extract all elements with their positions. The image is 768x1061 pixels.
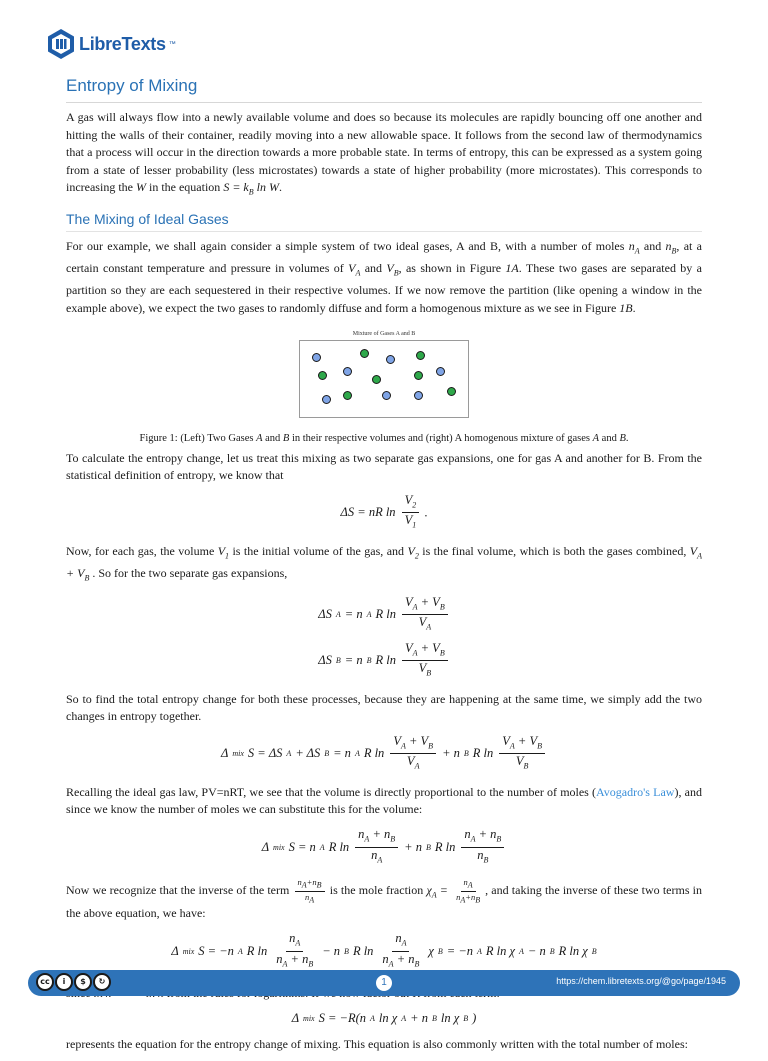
by-icon: i: [55, 973, 73, 991]
p3-text-2: is the initial volume of the gas, and: [232, 543, 405, 558]
mixing-paragraph: [66, 238, 702, 317]
gas-a-molecule: [386, 355, 395, 364]
section-heading: The Mixing of Ideal Gases: [66, 211, 702, 232]
intro-eq-sub: B: [248, 187, 254, 197]
intro-paragraph: [66, 109, 702, 201]
intro-eq: S = k: [223, 180, 249, 195]
mole-fraction-paragraph: Now we recognize that the inverse of the term $\frac{n_A+n_B}{n_A}$ is the mole fraction $\chi_A$ = $\frac{n_A}{n_A+n_B}$ , and taking the inverse of these two terms in the above equation, we have:: [66, 877, 703, 921]
gas-a-molecule: [312, 353, 321, 362]
sa-icon: ↻: [93, 973, 111, 991]
caption-and: and: [265, 432, 281, 444]
p5-text-2: ), and since we know the number of moles we can substitute this for the volume:: [66, 784, 702, 817]
intro-period: .: [278, 180, 282, 195]
gas-b-molecule: [416, 351, 425, 360]
p1-fig-1b: 1B: [619, 300, 633, 315]
caption-end: .: [625, 432, 629, 444]
p1-VB: V: [386, 261, 394, 276]
figure-title: Mixture of Gases A and B: [352, 330, 416, 337]
avogadros-law-link[interactable]: Avogadro's Law: [596, 784, 675, 799]
equation-delta-sb: ΔS B = n B R ln $\frac{V_A + V_B}{V_B}$: [66, 641, 702, 681]
equation-delta-s: ΔS = nR ln $\frac{V_2}{V_1}$ .: [340, 492, 428, 530]
p6-text-2: is the mole fraction: [329, 882, 424, 897]
equation-mole-fraction: Δ mix S = −n A R ln $\frac{n_A}{n_A + n_B}$ − n B R ln $\frac{n_A}{n_A + n_B}$ χ B = −n A R ln χ A − n B R ln χ B: [171, 931, 597, 969]
total-entropy-paragraph: So to find the total entropy change for both these processes, because they are happening at the same time, we simply add the two changes in entropy together.: [66, 691, 702, 724]
caption-a: A: [256, 432, 263, 444]
p5-text-1: Recalling the ideal gas law, PV=nRT, we see that the volume is directly proportional to the number of moles (: [66, 784, 597, 799]
caption-a-2: A: [592, 432, 600, 444]
caption-text: Figure 1: (Left) Two Gases: [139, 432, 254, 444]
entropy-definition-paragraph: To calculate the entropy change, let us treat this mixing as two separate gas expansions, one for gas A and another for B. From the statistical definition of entropy, we know that: [66, 450, 702, 483]
brand-tm: ™: [168, 40, 176, 48]
intro-text-2: in the equation: [148, 180, 221, 195]
figure-caption: [66, 433, 702, 444]
p1-nA: n: [628, 239, 635, 254]
gas-mixture-diagram: [299, 330, 469, 418]
intro-w: W: [135, 180, 146, 195]
conclusion-paragraph: represents the equation for the entropy change of mixing. This equation is also commonly written with the total number of moles:: [66, 1036, 688, 1051]
p1-nB-sub: B: [671, 246, 677, 256]
p1-text-6: .: [632, 300, 636, 315]
p1-VA: V: [348, 261, 356, 276]
p1-text-5: . These two gases are separated by a partition so they are each sequestered in their respective volumes. If we now remove the partition (like opening a window in the example above), we expect the two gases to randomly diffuse and form a homogenous mixture as we see in Figure: [66, 261, 702, 315]
page-number: 1: [376, 975, 392, 991]
gas-a-molecule: [436, 367, 445, 376]
p1-and: and: [643, 239, 662, 254]
ideal-gas-paragraph: [66, 784, 702, 819]
gas-b-molecule: [414, 371, 423, 380]
figure-1: [66, 330, 702, 423]
gas-b-molecule: [318, 371, 327, 380]
caption-b: B: [282, 432, 290, 444]
equation-moles: Δ mix S = n A R ln $\frac{n_A + n_B}{n_A}$ + n B R ln $\frac{n_A + n_B}{n_B}$: [66, 827, 702, 867]
p1-text-2: , at a certain constant temperature and pressure in volumes of: [66, 239, 702, 276]
p6-text-1: Now we recognize that the inverse of the term: [66, 882, 290, 897]
caption-and-2: and: [601, 432, 617, 444]
caption-b-2: B: [619, 432, 626, 444]
equation-delta-sa: ΔS A = n A R ln $\frac{V_A + V_B}{V_A}$: [66, 595, 702, 635]
p1-VA-sub: A: [355, 268, 361, 278]
p6-text-3: , and taking the inverse of these two terms in the above equation, we have:: [66, 882, 703, 921]
p1-VB-sub: B: [393, 268, 399, 278]
p3-text-4: . So for the two separate gas expansions,: [92, 565, 288, 580]
libretexts-logo-icon: [46, 28, 76, 60]
gas-b-molecule: [343, 391, 352, 400]
equation-delta-mix-s: Δ mix S = ΔS A + ΔS B = n A R ln $\frac{V_A + V_B}{V_A}$ + n B R ln $\frac{V_A + V_B}{V_B}$: [66, 734, 702, 774]
caption-mid: in their respective volumes and (right) A homogenous mixture of gases: [291, 432, 590, 444]
intro-text: A gas will always flow into a newly available volume and does so because its molecules are rapidly bouncing off one another and hitting the walls of their container, readily moving into a new allowable space. It follows from the second law of thermodynamics that a process will occur in the direction towards a more probable state. In terms of entropy, this can be expressed as a system going from a state of lesser probability (less microstates) towards a state of higher probability (more microstates). This corresponds to increasing the: [66, 110, 702, 195]
page-footer: [28, 970, 740, 996]
p1-text-3: and: [364, 261, 383, 276]
intro-eq-end: ln W: [253, 180, 279, 195]
libretexts-logo[interactable]: [46, 28, 176, 60]
page-title: Entropy of Mixing: [66, 76, 702, 103]
brand-name: LibreTexts: [79, 33, 166, 54]
nc-icon: $: [74, 973, 92, 991]
p1-nB: n: [665, 239, 672, 254]
gas-a-molecule: [414, 391, 423, 400]
p1-text-1: For our example, we shall again consider a simple system of two ideal gases, A and B, with a number of moles: [66, 239, 625, 254]
gas-a-molecule: [322, 395, 331, 404]
gas-b-molecule: [372, 375, 381, 384]
gas-b-molecule: [447, 387, 456, 396]
page-url[interactable]: https://chem.libretexts.org/@go/page/1945: [556, 976, 726, 986]
p1-nA-sub: A: [634, 246, 640, 256]
p1-fig-1a: 1A: [505, 261, 519, 276]
p3-text-3: is the final volume, which is both the gases combined,: [422, 543, 687, 558]
volume-paragraph: Now, for each gas, the volume $V_1$ is the initial volume of the gas, and $V_2$ is the final volume, which is both the gases combined, $V_A + V_B$ . So for the two separate gas expansions,: [66, 543, 702, 583]
p3-text-1: Now, for each gas, the volume: [66, 543, 215, 558]
article-body: [66, 76, 702, 1061]
cc-icon: cc: [36, 973, 54, 991]
cc-license-badge[interactable]: [36, 973, 111, 991]
gas-a-molecule: [343, 367, 352, 376]
gas-b-molecule: [360, 349, 369, 358]
equation-factored: Δ mix S = −R(n A ln χ A + n B ln χ B ): [291, 1010, 477, 1025]
p1-text-4: , as shown in Figure: [398, 261, 502, 276]
gas-a-molecule: [382, 391, 391, 400]
